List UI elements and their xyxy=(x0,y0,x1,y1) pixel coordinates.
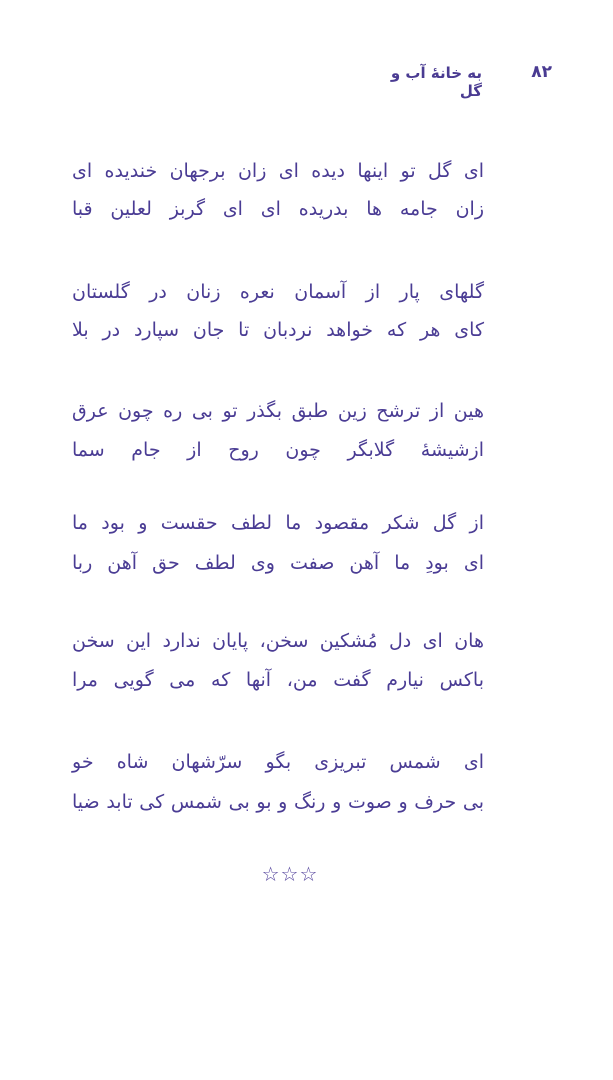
poem-line: گلهای پار از آسمان نعره زنان در گلستان xyxy=(72,281,484,303)
running-header-title: به خانهٔ آب و گل xyxy=(390,64,482,100)
poem-line: زان جامه ها بدریده ای ای گربز لعلین قبا xyxy=(72,198,484,220)
poem-line: ازشیشهٔ گلابگر چون روح از جام سما xyxy=(72,439,484,461)
poem-line: بی حرف و صوت و رنگ و بو بی شمس کی تابد ضیا xyxy=(72,791,484,813)
poem-line: از گل شکر مقصود ما لطف حقست و بود ما xyxy=(72,512,484,534)
poem-line: باکس نیارم گفت من، آنها که می گویی مرا xyxy=(72,669,484,691)
poem-line: هان ای دل مُشکین سخن، پایان ندارد این سخن xyxy=(72,630,484,652)
page-number: ۸۲ xyxy=(531,62,552,82)
poem-line: ای شمس تبریزی بگو سرّشهان شاه خو xyxy=(72,751,484,773)
section-divider-stars: ☆☆☆ xyxy=(261,862,319,886)
poem-line: ای بودِ ما آهن صفت وی لطف حق آهن ربا xyxy=(72,552,484,574)
poem-line: کای هر که خواهد نردبان تا جان سپارد در بلا xyxy=(72,319,484,341)
poem-line: هین از ترشح زین طبق بگذر تو بی ره چون عرق xyxy=(72,400,484,422)
poem-line: ای گل تو اینها دیده ای زان برجهان خندیده ای xyxy=(72,160,484,182)
